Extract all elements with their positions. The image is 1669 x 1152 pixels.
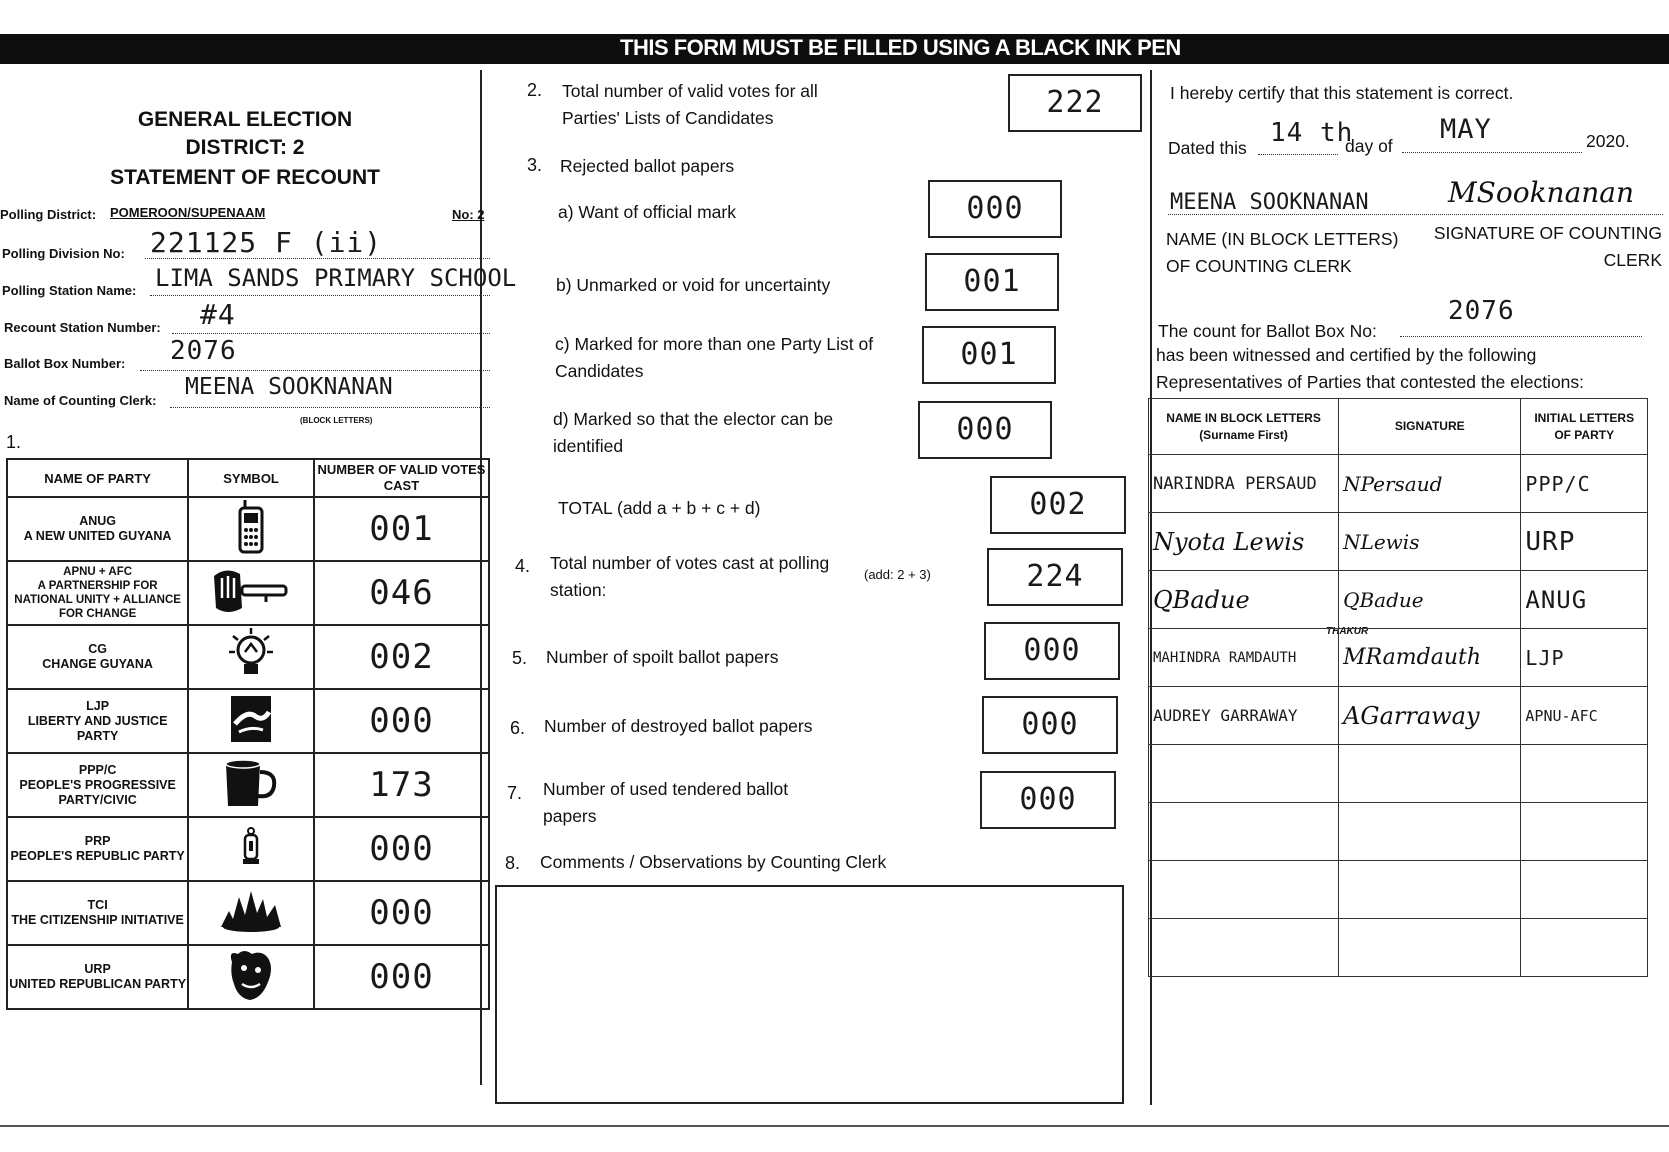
- witness-text: has been witnessed and certified by the following Representatives of Parties that contested the elections:: [1156, 345, 1585, 392]
- rep-party: [1521, 861, 1648, 919]
- total-value-box: 002: [990, 476, 1126, 534]
- party-row: [7, 497, 489, 561]
- rep-party: ANUG: [1521, 571, 1648, 629]
- year-label: 2020.: [1586, 131, 1630, 151]
- comments-box[interactable]: [495, 885, 1124, 1104]
- q3b-value-box: 001: [925, 253, 1059, 311]
- q4-value-box: 224: [987, 548, 1123, 606]
- rep-row: [1149, 513, 1648, 571]
- q5-text: Number of spoilt ballot papers: [546, 647, 779, 667]
- party-abbr: TCI: [87, 898, 108, 912]
- month-line: [1402, 148, 1582, 153]
- rep-party: LJP: [1521, 629, 1648, 687]
- day-of-label: day of: [1345, 136, 1393, 156]
- recount-station-label: Recount Station Number:: [4, 320, 161, 335]
- q6-value-box: 000: [982, 696, 1118, 754]
- rep-row: [1149, 919, 1648, 977]
- rep-signature: [1339, 861, 1521, 919]
- rep-signature: AGarraway: [1339, 687, 1521, 745]
- party-name-cell: [7, 689, 188, 753]
- col-rep-name: NAME IN BLOCK LETTERS (Surname First): [1149, 399, 1339, 455]
- party-votes: 001: [314, 497, 489, 561]
- rep-row: [1149, 803, 1648, 861]
- day-value: 14 th: [1270, 118, 1354, 148]
- col-rep-signature: SIGNATURE: [1339, 399, 1521, 455]
- polling-district-label: Polling District:: [0, 207, 97, 222]
- q4-number: 4.: [515, 556, 531, 576]
- lantern-icon: [188, 817, 314, 881]
- party-table-header: [7, 459, 489, 497]
- lightbulb-icon: [188, 625, 314, 689]
- party-abbr: APNU + AFC: [63, 566, 133, 578]
- party-name-cell: [7, 753, 188, 817]
- clerk-name-label: NAME (IN BLOCK LETTERS) OF COUNTING CLERK: [1166, 229, 1399, 276]
- phone-icon: [188, 497, 314, 561]
- rep-signature: MRamdauth: [1339, 629, 1521, 687]
- day-line: [1258, 150, 1338, 155]
- party-votes: 000: [314, 817, 489, 881]
- polling-station-value: LIMA SANDS PRIMARY SCHOOL: [155, 264, 517, 292]
- party-full-name: UNITED REPUBLICAN PARTY: [9, 977, 187, 991]
- party-row: [7, 881, 489, 945]
- q7-value-box: 000: [980, 771, 1116, 829]
- rep-name: NARINDRA PERSAUD: [1149, 455, 1339, 513]
- q3c-text: c) Marked for more than one Party List of Candidates: [555, 334, 874, 381]
- q2-text: Total number of valid votes for all Parties' Lists of Candidates: [562, 81, 818, 128]
- rep-party: [1521, 919, 1648, 977]
- q6-text: Number of destroyed ballot papers: [544, 716, 813, 736]
- count-for-label: The count for Ballot Box No:: [1158, 321, 1377, 341]
- q3c-value-box: 001: [922, 326, 1056, 384]
- clerk-signature-label: SIGNATURE OF COUNTING CLERK: [1433, 223, 1662, 270]
- clerk-name-value: MEENA SOOKNANAN: [1170, 190, 1369, 215]
- party-name-cell: [7, 625, 188, 689]
- rep-name: Nyota Lewis: [1149, 513, 1339, 571]
- rep-party: URP: [1521, 513, 1648, 571]
- rep-signature: NLewis: [1339, 513, 1521, 571]
- q3-number: 3.: [527, 155, 543, 175]
- col-symbol: SYMBOL: [188, 459, 314, 497]
- polling-division-label: Polling Division No:: [2, 246, 125, 261]
- bottom-edge-line: [0, 1125, 1669, 1127]
- party-name-cell: [7, 817, 188, 881]
- party-abbr: CG: [88, 642, 107, 656]
- party-name-cell: [7, 497, 188, 561]
- q3-text: Rejected ballot papers: [560, 156, 735, 176]
- rep-row: [1149, 571, 1648, 629]
- party-row: [7, 945, 489, 1009]
- party-votes: 000: [314, 945, 489, 1009]
- q3d-text: d) Marked so that the elector can be identified: [553, 409, 834, 456]
- party-abbr: PPP/C: [78, 762, 117, 777]
- polling-district-value: POMEROON/SUPENAAM: [110, 205, 266, 220]
- block-letters-note: (BLOCK LETTERS): [300, 416, 373, 425]
- col-name-of-party: NAME OF PARTY: [7, 459, 188, 497]
- rep-signature: [1339, 919, 1521, 977]
- party-votes-table: [6, 458, 490, 1010]
- rep-name: AUDREY GARRAWAY: [1149, 687, 1339, 745]
- rep-row: [1149, 687, 1648, 745]
- q3d-value-box: 000: [918, 401, 1052, 459]
- ballot-box-label: Ballot Box Number:: [4, 356, 126, 371]
- title-statement-of-recount: STATEMENT OF RECOUNT: [110, 166, 380, 189]
- party-full-name: THE CITIZENSHIP INITIATIVE: [11, 913, 184, 927]
- party-abbr: PRP: [84, 834, 111, 848]
- party-abbr: LJP: [86, 698, 110, 713]
- total-text: TOTAL (add a + b + c + d): [558, 498, 761, 518]
- col-rep-party: INITIAL LETTERS OF PARTY: [1521, 399, 1648, 455]
- q2-number: 2.: [527, 80, 543, 100]
- q8-text: Comments / Observations by Counting Clerk: [540, 852, 887, 872]
- rep-row: [1149, 629, 1648, 687]
- rep-row: [1149, 745, 1648, 803]
- q4-text: Total number of votes cast at polling station:: [550, 553, 830, 600]
- rep-party: PPP/C: [1521, 455, 1648, 513]
- q5-value-box: 000: [984, 622, 1120, 680]
- party-abbr: ANUG: [79, 514, 117, 528]
- ballot-box-line: [140, 366, 490, 371]
- count-box-value: 2076: [1448, 296, 1515, 326]
- q7-number: 7.: [507, 783, 523, 803]
- q7-text: Number of used tendered ballot papers: [543, 779, 789, 826]
- rep-row: [1149, 861, 1648, 919]
- party-full-name: A PARTNERSHIP FOR NATIONAL UNITY + ALLIANCE FOR CHANGE: [14, 580, 181, 620]
- month-value: MAY: [1440, 114, 1492, 145]
- section-1-number: 1.: [6, 432, 22, 452]
- rep-party: [1521, 803, 1648, 861]
- handshake-icon: [188, 689, 314, 753]
- rep-name: [1149, 861, 1339, 919]
- recount-station-value: #4: [200, 298, 236, 331]
- polling-division-value: 221125 F (ii): [150, 226, 383, 259]
- reps-table-header: [1149, 399, 1648, 455]
- counting-clerk-line: [170, 403, 490, 408]
- rep-name: MAHINDRA RAMDAUTH: [1149, 629, 1339, 687]
- party-votes: 002: [314, 625, 489, 689]
- rep-name: QBadue: [1149, 571, 1339, 629]
- party-representatives-table: [1148, 398, 1648, 977]
- party-row: [7, 753, 489, 817]
- polling-station-label: Polling Station Name:: [2, 283, 137, 298]
- banner-text: THIS FORM MUST BE FILLED USING A BLACK INK PEN: [620, 35, 1181, 60]
- rep-party: APNU-AFC: [1521, 687, 1648, 745]
- q3a-value-box: 000: [928, 180, 1062, 238]
- animal-icon: [188, 945, 314, 1009]
- title-district: DISTRICT: 2: [185, 136, 305, 159]
- q6-number: 6.: [510, 718, 526, 738]
- party-votes: 000: [314, 689, 489, 753]
- party-full-name: LIBERTY AND JUSTICE PARTY: [27, 713, 168, 743]
- rep-party: [1521, 745, 1648, 803]
- count-box-line: [1400, 332, 1642, 337]
- rep-signature: NPersaud: [1339, 455, 1521, 513]
- ballot-box-value: 2076: [170, 336, 237, 366]
- hand-key-icon: [188, 561, 314, 625]
- party-votes: 000: [314, 881, 489, 945]
- party-row: [7, 689, 489, 753]
- rep-name: [1149, 803, 1339, 861]
- party-name-cell: [7, 561, 188, 625]
- party-row: [7, 561, 489, 625]
- party-row: [7, 625, 489, 689]
- party-row: [7, 817, 489, 881]
- title-general-election: GENERAL ELECTION: [137, 108, 353, 131]
- q5-number: 5.: [512, 648, 528, 668]
- rep-row: [1149, 455, 1648, 513]
- dated-this-label: Dated this: [1168, 138, 1247, 158]
- col-valid-votes: NUMBER OF VALID VOTES CAST: [314, 459, 489, 497]
- party-name-cell: [7, 881, 188, 945]
- q3b-text: b) Unmarked or void for uncertainty: [556, 275, 831, 295]
- party-abbr: URP: [84, 962, 111, 976]
- party-full-name: A NEW UNITED GUYANA: [23, 529, 172, 543]
- flame-icon: [188, 881, 314, 945]
- certify-text: I hereby certify that this statement is correct.: [1170, 83, 1514, 103]
- party-votes: 046: [314, 561, 489, 625]
- clerk-signature: MSooknanan: [1448, 176, 1635, 209]
- rep-signature: [1339, 745, 1521, 803]
- counting-clerk-label: Name of Counting Clerk:: [4, 393, 157, 408]
- party-full-name: PEOPLE'S PROGRESSIVE PARTY/CIVIC: [19, 777, 176, 807]
- rep-name: [1149, 919, 1339, 977]
- cup-icon: [188, 753, 314, 817]
- party-full-name: PEOPLE'S REPUBLIC PARTY: [10, 849, 185, 863]
- party-full-name: CHANGE GUYANA: [42, 657, 153, 671]
- q2-value-box: 222: [1008, 74, 1142, 132]
- party-votes: 173: [314, 753, 489, 817]
- counting-clerk-value: MEENA SOOKNANAN: [185, 374, 393, 400]
- rep-signature: [1339, 803, 1521, 861]
- margin-note: THAKUR: [1326, 626, 1369, 637]
- rep-signature: QBadue: [1339, 571, 1521, 629]
- q8-number: 8.: [505, 853, 521, 873]
- rep-name: [1149, 745, 1339, 803]
- district-number: No: 2: [452, 207, 485, 222]
- q4-add-note: (add: 2 + 3): [864, 567, 931, 582]
- q3a-text: a) Want of official mark: [558, 202, 736, 222]
- party-name-cell: [7, 945, 188, 1009]
